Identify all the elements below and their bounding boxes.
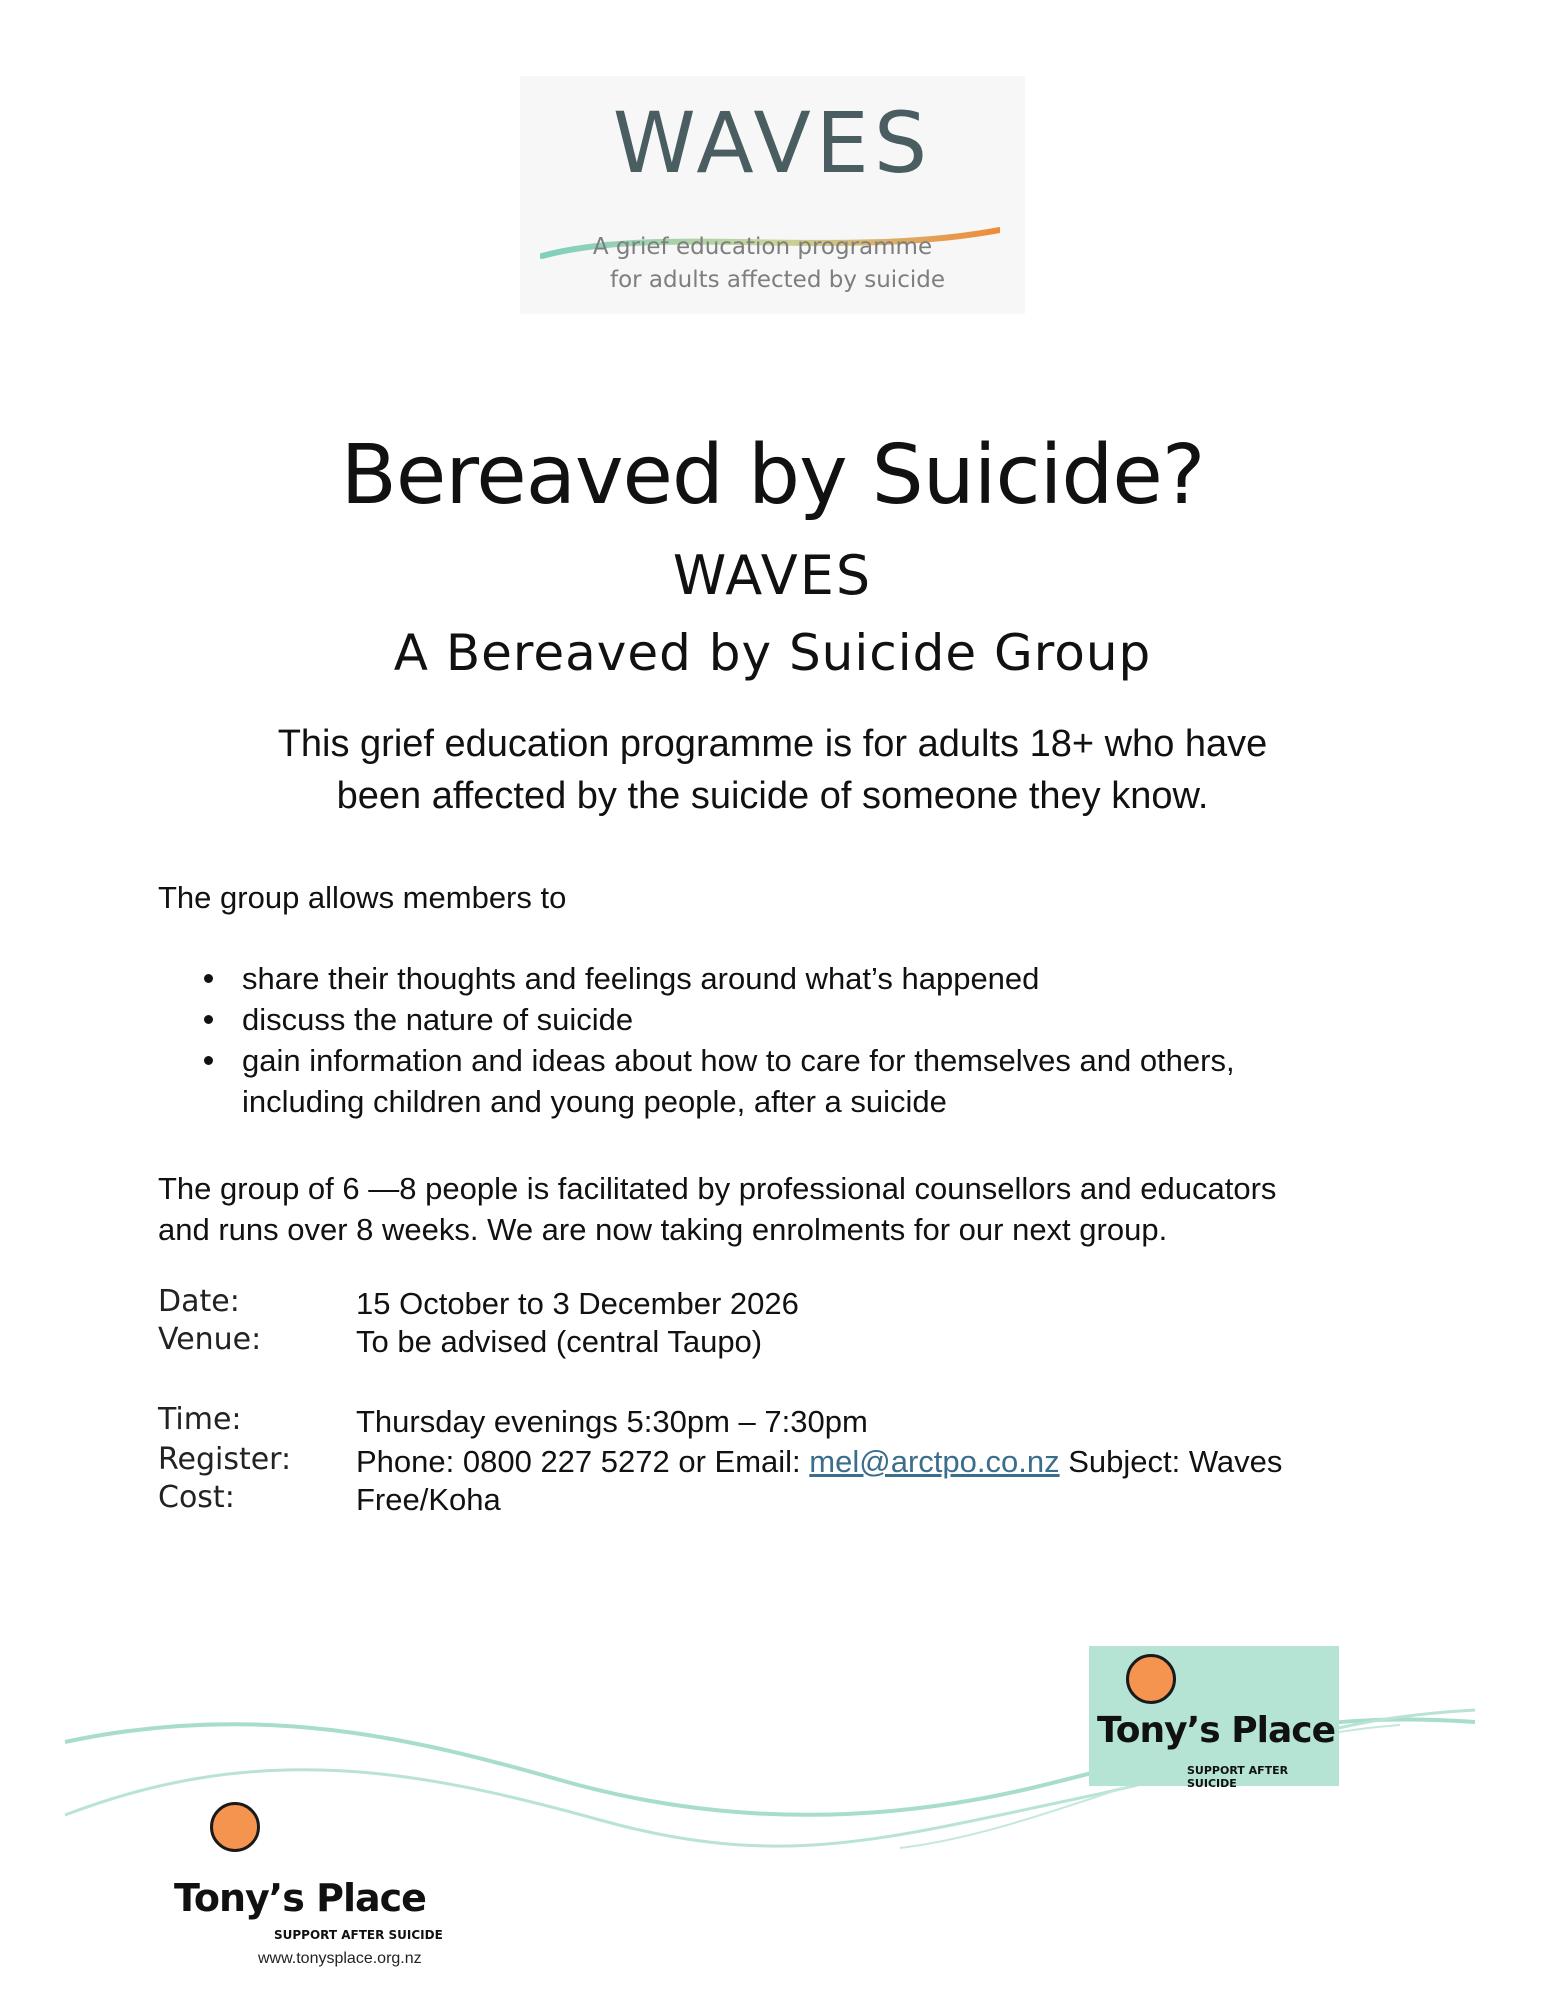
group-tagline: A Bereaved by Suicide Group [393,624,1152,682]
date-value: 15 October to 3 December 2026 [356,1286,799,1321]
page-title: Bereaved by Suicide? [340,428,1205,523]
list-item: discuss the nature of suicide [242,999,1392,1040]
register-phone: Phone: 0800 227 5272 or Email: [356,1444,810,1479]
tonys-place-logo-box [1089,1646,1339,1790]
waves-logo-tagline-2: for adults affected by suicide [610,267,945,293]
register-label: Register: [158,1442,292,1477]
waves-logo-tagline-1: A grief education programme [592,234,933,260]
list-item-continuation: including children and young people, after a suicide [242,1084,947,1119]
waves-logo [520,76,1025,314]
intro-paragraph [200,718,1345,822]
group-description-line: The group of 6 —8 people is facilitated by professional counsellors and educators [158,1171,1277,1206]
cost-value: Free/Koha [356,1482,501,1517]
intro-line: This grief education programme is for adults 18+ who have [277,723,1268,765]
register-value [356,1444,1282,1480]
time-value: Thursday evenings 5:30pm – 7:30pm [356,1404,868,1439]
allows-heading: The group allows members to [158,880,567,915]
tonys-place-url[interactable]: www.tonysplace.org.nz [258,1950,422,1967]
register-subject: Subject: Waves [1059,1444,1283,1479]
tonys-place-name: Tony’s Place [174,1876,426,1920]
orange-circle-icon [210,1802,260,1852]
waves-logo-word: WAVES [612,94,933,192]
tonys-place-sub: SUPPORT AFTER SUICIDE [1187,1764,1289,1790]
email-link[interactable]: mel@arctpo.co.nz [809,1444,1060,1479]
cost-label: Cost: [158,1480,235,1515]
benefits-list [200,958,1392,1081]
group-description [158,1168,1358,1250]
venue-label: Venue: [158,1322,262,1357]
venue-value: To be advised (central Taupo) [356,1324,763,1359]
orange-circle-icon [1126,1654,1176,1704]
list-item: share their thoughts and feelings around what’s happened [242,958,1392,999]
group-description-line: and runs over 8 weeks. We are now taking enrolments for our next group. [158,1212,1168,1247]
date-label: Date: [158,1284,240,1319]
list-item: gain information and ideas about how to care for themselves and others, [242,1040,1392,1081]
tonys-place-sub: SUPPORT AFTER SUICIDE [274,1928,443,1942]
intro-line: been affected by the suicide of someone they know. [336,775,1209,817]
tonys-place-name: Tony’s Place [1097,1710,1336,1751]
page-subtitle: WAVES [672,544,873,607]
time-label: Time: [158,1402,242,1437]
